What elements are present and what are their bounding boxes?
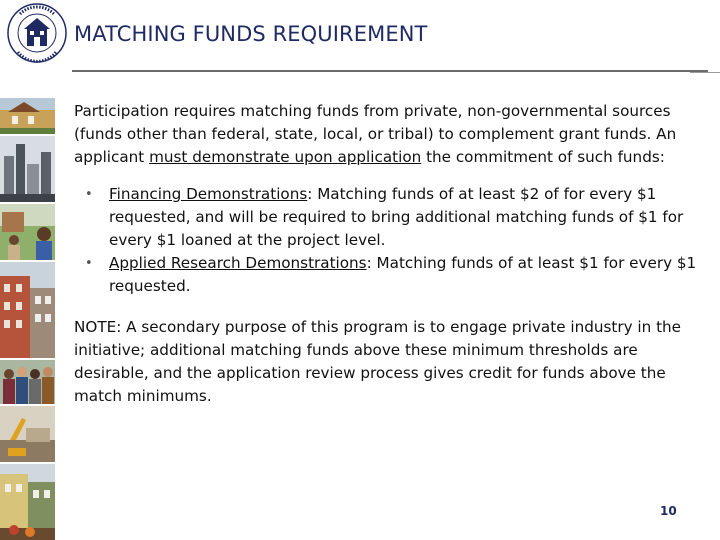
page-number: 10 xyxy=(660,504,677,518)
brick-buildings-photo xyxy=(0,262,55,358)
title-divider-tail xyxy=(690,72,720,73)
requirements-list xyxy=(74,183,710,298)
list-item-term: Applied Research Demonstrations xyxy=(109,254,367,272)
intro-paragraph xyxy=(74,100,710,169)
list-item-text: : Matching funds of at least $2 of for every $1 requested, and will be required to bring additional matching funds of $1 for every $1 loaned at the project level. xyxy=(109,185,684,249)
bullet-icon: • xyxy=(85,256,93,271)
photo-strip xyxy=(0,98,55,540)
intro-text-end: the commitment of such funds: xyxy=(421,148,665,166)
intro-emphasis: must demonstrate upon application xyxy=(149,148,422,166)
note-paragraph: NOTE: A secondary purpose of this program is to engage private industry in the initiative; additional matching funds above these minimum thresholds are desirable, and the application review process gives credit for funds above the match minimums. xyxy=(74,318,681,405)
title-divider xyxy=(72,70,708,72)
page-title: MATCHING FUNDS REQUIREMENT xyxy=(74,22,428,46)
house-photo xyxy=(0,98,55,134)
main-content xyxy=(74,100,710,408)
list-item xyxy=(74,252,710,298)
group-photo xyxy=(0,360,55,404)
list-item-term: Financing Demonstrations xyxy=(109,185,308,203)
list-item xyxy=(74,183,710,252)
intro-text: Participation requires matching funds from private, non-governmental sources (funds other than federal, state, local, or tribal) to complement grant funds. An applicant xyxy=(74,102,677,166)
hud-seal-icon xyxy=(6,2,68,64)
residents-photo xyxy=(0,204,55,260)
list-item-text: : Matching funds of at least $1 for every $1 requested. xyxy=(109,254,697,295)
construction-photo xyxy=(0,406,55,462)
street-photo xyxy=(0,464,55,540)
city-skyline-photo xyxy=(0,136,55,202)
bullet-icon: • xyxy=(85,187,93,202)
